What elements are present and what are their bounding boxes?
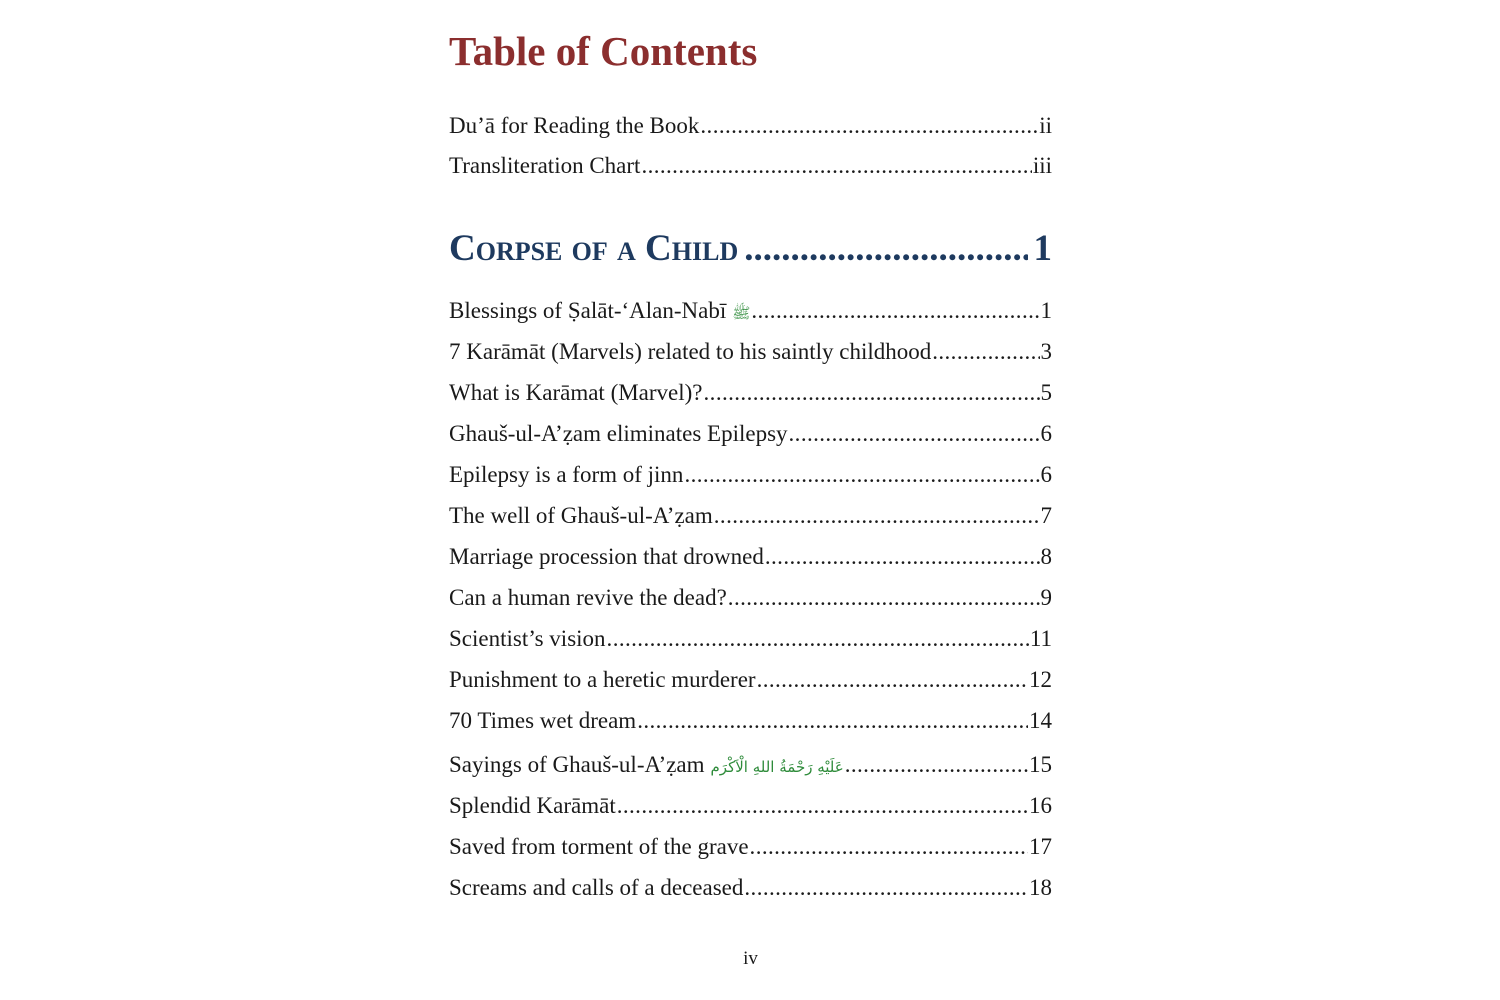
toc-entry[interactable] — [449, 873, 1052, 903]
toc-entry-front-0[interactable] — [449, 111, 1052, 141]
toc-entry-title: Transliteration Chart — [449, 153, 641, 178]
toc-entry-title: 7 Karāmāt (Marvels) related to his saintly childhood — [449, 339, 932, 364]
toc-entry-page: 15 — [1029, 752, 1052, 777]
dot-leader — [751, 296, 1039, 326]
toc-entry-page: ii — [1039, 113, 1052, 138]
toc-entry-front-1[interactable] — [449, 151, 1052, 181]
toc-entry-title: Marriage procession that drowned — [449, 544, 764, 569]
toc-entry-page: 6 — [1040, 462, 1052, 487]
dot-leader — [700, 111, 1038, 141]
toc-entry-page: 18 — [1029, 875, 1052, 900]
page-title: Table of Contents — [449, 28, 758, 74]
toc-entry[interactable] — [449, 832, 1052, 862]
page-number: iv — [743, 948, 758, 969]
toc-entry-title: Punishment to a heretic murderer — [449, 667, 756, 692]
chapter-heading[interactable] — [449, 224, 1052, 274]
toc-entry-page: 16 — [1029, 793, 1052, 818]
chapter-title: Corpse of a Child — [449, 228, 739, 269]
dot-leader — [750, 832, 1028, 862]
toc-entry-title: Blessings of Ṣalāt-‘Alan-Nabī — [449, 298, 727, 323]
toc-entry[interactable] — [449, 378, 1052, 408]
toc-entry-page: 17 — [1029, 834, 1052, 859]
dot-leader — [684, 460, 1039, 490]
toc-entry[interactable] — [449, 791, 1052, 821]
toc-entry-page: 1 — [1040, 298, 1052, 323]
toc-entry-page: 11 — [1029, 626, 1052, 651]
dot-leader — [744, 224, 1027, 274]
toc-entry-title: Sayings of Ghauš-ul-A’ẓam — [449, 752, 705, 777]
arabic-honorific: عَلَيْهِ رَحْمَةُ اللهِ الْاَكْرَم — [710, 758, 844, 776]
toc-entry-title: Du’ā for Reading the Book — [449, 113, 700, 138]
dot-leader — [932, 337, 1039, 367]
toc-entry[interactable] — [449, 296, 1052, 328]
toc-entry-title: Saved from torment of the grave — [449, 834, 749, 859]
dot-leader — [757, 665, 1028, 695]
toc-entry[interactable] — [449, 583, 1052, 613]
toc-entry-title: What is Karāmat (Marvel)? — [449, 380, 703, 405]
toc-entry-title: Ghauš-ul-A’ẓam eliminates Epilepsy — [449, 421, 788, 446]
dot-leader — [641, 151, 1031, 181]
toc-entry-page: iii — [1032, 153, 1052, 178]
toc-entry[interactable] — [449, 337, 1052, 367]
arabic-salutation: ﷺ — [732, 304, 751, 322]
dot-leader — [728, 583, 1040, 613]
toc-entry-page: 5 — [1040, 380, 1052, 405]
toc-entry[interactable] — [449, 460, 1052, 490]
toc-entry[interactable] — [449, 624, 1052, 654]
toc-entry-title: Splendid Karāmāt — [449, 793, 616, 818]
chapter-page: 1 — [1033, 228, 1052, 269]
toc-entry-title: The well of Ghauš-ul-A’ẓam — [449, 503, 713, 528]
toc-entry-title: Epilepsy is a form of jinn — [449, 462, 684, 487]
dot-leader — [789, 419, 1040, 449]
toc-entry-page: 8 — [1040, 544, 1052, 569]
toc-entry-page: 7 — [1040, 503, 1052, 528]
toc-entry-title: Scientist’s vision — [449, 626, 606, 651]
toc-entry-title: 70 Times wet dream — [449, 708, 637, 733]
dot-leader — [607, 624, 1029, 654]
dot-leader — [765, 542, 1040, 572]
toc-entry[interactable] — [449, 501, 1052, 531]
dot-leader — [704, 378, 1040, 408]
dot-leader — [845, 750, 1028, 780]
toc-entry[interactable] — [449, 419, 1052, 449]
dot-leader — [637, 706, 1028, 736]
toc-entry[interactable] — [449, 542, 1052, 572]
toc-entry-title: Screams and calls of a deceased — [449, 875, 744, 900]
toc-entry-page: 14 — [1029, 708, 1052, 733]
dot-leader — [714, 501, 1040, 531]
toc-entry[interactable] — [449, 665, 1052, 695]
toc-entry-title: Can a human revive the dead? — [449, 585, 727, 610]
toc-entry-page: 6 — [1040, 421, 1052, 446]
toc-entry-page: 9 — [1040, 585, 1052, 610]
toc-entry[interactable] — [449, 750, 1052, 782]
dot-leader — [744, 873, 1028, 903]
toc-page — [449, 0, 1052, 1000]
dot-leader — [617, 791, 1028, 821]
toc-entry[interactable] — [449, 706, 1052, 736]
toc-entry-page: 12 — [1029, 667, 1052, 692]
toc-entry-page: 3 — [1040, 339, 1052, 364]
